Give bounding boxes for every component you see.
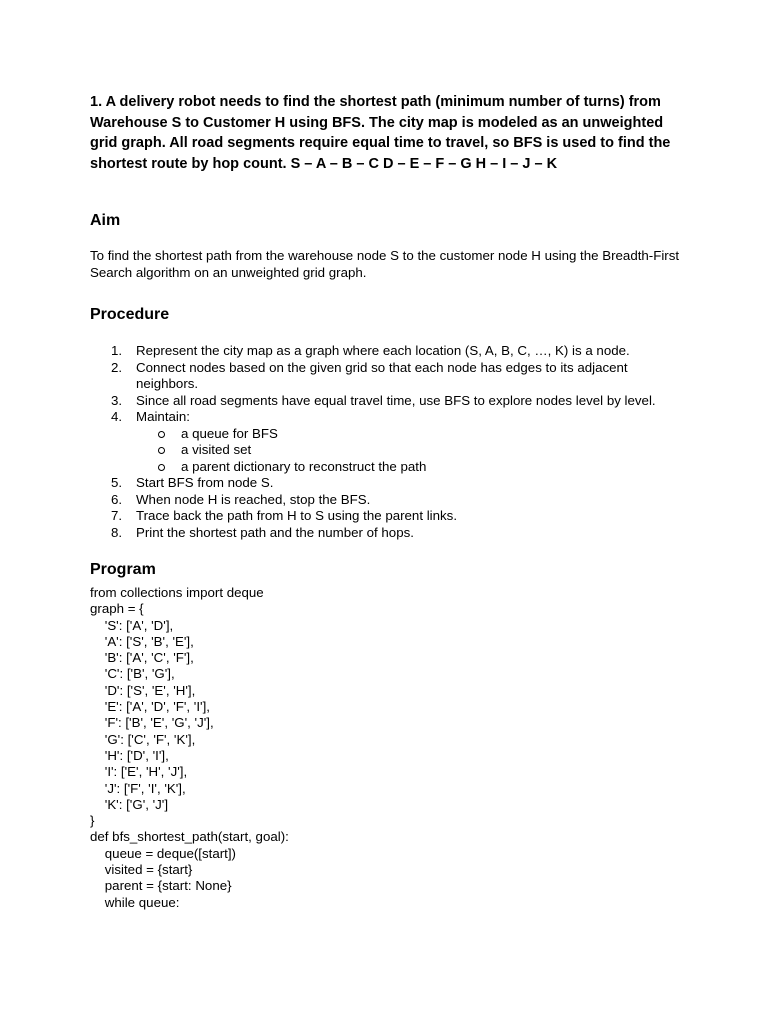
- aim-heading: Aim: [90, 212, 121, 229]
- procedure-step: 6. When node H is reached, stop the BFS.: [111, 491, 371, 507]
- procedure-step: 8. Print the shortest path and the number of hops.: [111, 524, 414, 540]
- document-page: [90, 92, 690, 911]
- procedure-step: 1. Represent the city map as a graph where each location (S, A, B, C, …, K) is a node.: [111, 343, 630, 358]
- question-text: 1. A delivery robot needs to find the shortest path (minimum number of turns) from Warehouse S to Customer H using BFS. The city map is modeled as an unweighted grid graph. All road segments require equal time to travel, so BFS is used to find the shortest route by hop count. S – A – B – C D – E – F – G H – I – J – K: [90, 94, 671, 172]
- procedure-heading: Procedure: [90, 306, 170, 323]
- procedure-steps: [90, 343, 690, 541]
- bullet-icon: [158, 464, 165, 471]
- procedure-step: 2. Connect nodes based on the given grid so that each node has edges to its adjacent neighbors.: [111, 359, 628, 391]
- maintain-list: [136, 426, 690, 476]
- bullet-icon: [158, 431, 165, 438]
- maintain-item: a visited set: [136, 442, 690, 459]
- procedure-step: 7. Trace back the path from H to S using the parent links.: [111, 508, 458, 523]
- procedure-step: 3. Since all road segments have equal travel time, use BFS to explore nodes level by level.: [111, 392, 656, 408]
- program-heading: Program: [90, 561, 156, 578]
- maintain-item: a parent dictionary to reconstruct the path: [136, 459, 690, 476]
- procedure-step: 4. Maintain: a queue for BFS a visited set a parent dictionary to reconstruct the path: [90, 409, 690, 475]
- procedure-step: 5. Start BFS from node S.: [111, 475, 274, 490]
- program-code: from collections import deque graph = { 'S': ['A', 'D'], 'A': ['S', 'B', 'E'], 'B': ['A', 'C', 'F'], 'C': ['B', 'G'], 'D': ['S', 'E', 'H'], 'E': ['A', 'D', 'F', 'I'], 'F': ['B', 'E', 'G', 'J'], 'G': ['C', 'F', 'K'], 'H': ['D', 'I'], 'I': ['E', 'H', 'J'], 'J': ['F', 'I', 'K'], 'K': ['G', 'J'] } def bfs_shortest_path(start, goal): queue = deque([start]) visited = {start} parent = {start: None} while queue:: [90, 585, 289, 910]
- maintain-item: a queue for BFS: [136, 426, 690, 443]
- bullet-icon: [158, 447, 165, 454]
- aim-text: To find the shortest path from the warehouse node S to the customer node H using the Breadth-First Search algorithm on an unweighted grid graph.: [90, 248, 680, 280]
